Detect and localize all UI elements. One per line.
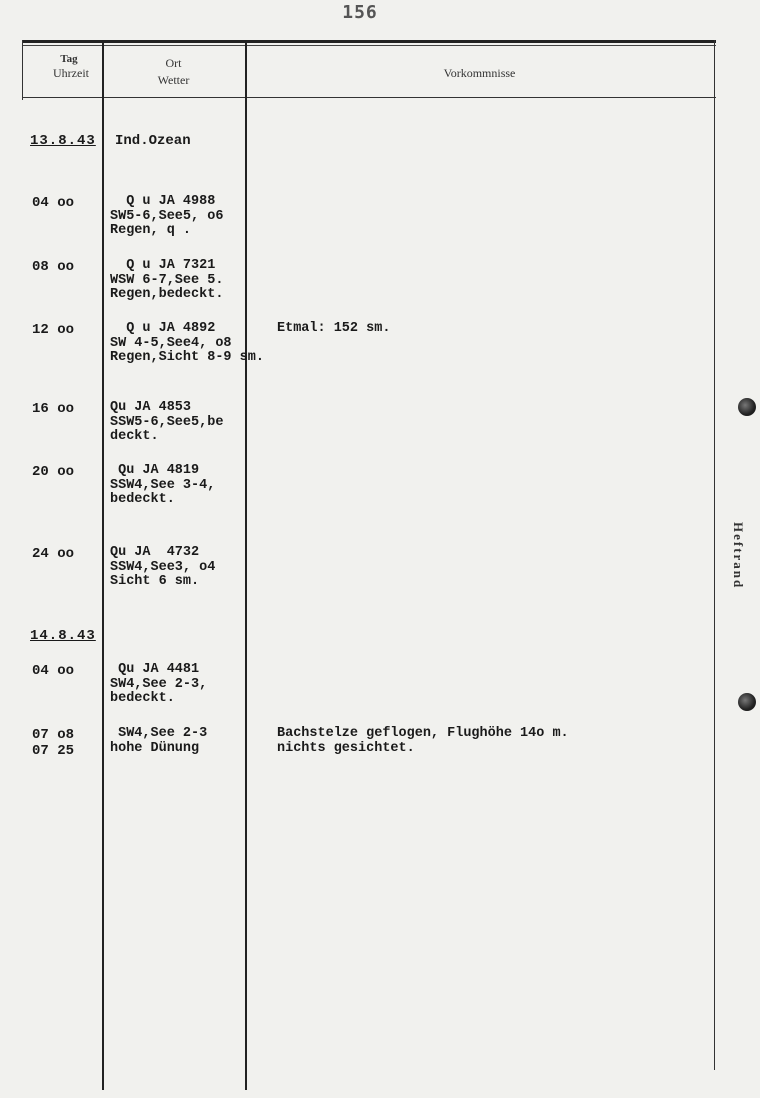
margin-label: Heftrand <box>731 522 746 590</box>
header-vorkommnisse: Vorkommnisse <box>443 66 516 80</box>
entry-weather: SW4,See 2-3 hohe Dünung <box>110 726 208 756</box>
entry-time: 04 oo <box>32 195 75 211</box>
entry-time: 12 oo <box>32 322 75 338</box>
entry-time: 07 o8 07 25 <box>32 727 75 759</box>
header-rule <box>22 97 716 98</box>
entry-time: 16 oo <box>32 401 75 417</box>
table-top-border <box>22 40 716 43</box>
day-date: 13.8.43 <box>30 133 96 149</box>
header-ort-wetter <box>102 55 245 89</box>
entry-time: 20 oo <box>32 464 75 480</box>
day-location: Ind.Ozean <box>115 133 191 149</box>
punch-hole <box>738 693 756 711</box>
entry-time: 08 oo <box>32 259 75 275</box>
header-uhrzeit: Uhrzeit <box>53 66 89 80</box>
entry-note: Bachstelze geflogen, Flughöhe 14o m. nichts gesichtet. <box>277 726 569 756</box>
header-date-time <box>22 52 102 80</box>
entry-weather: Qu JA 4481 SW4,See 2-3, bedeckt. <box>110 662 208 706</box>
entry-weather: Q u JA 7321 WSW 6-7,See 5. Regen,bedeckt. <box>110 258 224 302</box>
entry-weather: Qu JA 4853 SSW5-6,See5,be deckt. <box>110 400 224 444</box>
entry-time: 04 oo <box>32 663 75 679</box>
column-rule-right <box>714 40 715 1070</box>
page-number: 156 <box>342 2 378 23</box>
column-rule-time <box>102 40 104 1090</box>
entry-weather: Qu JA 4819 SSW4,See 3-4, bedeckt. <box>110 463 216 507</box>
entry-weather: Q u JA 4988 SW5-6,See5, o6 Regen, q . <box>110 194 224 238</box>
entry-weather: Qu JA 4732 SSW4,See3, o4 Sicht 6 sm. <box>110 545 216 589</box>
day-date: 14.8.43 <box>30 628 96 644</box>
header-ort: Ort <box>165 56 182 70</box>
header-tag: Tag <box>60 53 78 65</box>
entry-weather: Q u JA 4892 SW 4-5,See4, o8 Regen,Sicht 8-9 sm. <box>110 321 264 365</box>
header-wetter: Wetter <box>157 73 190 87</box>
table-top-border-inner <box>22 45 716 46</box>
entry-note: Etmal: 152 sm. <box>277 321 391 336</box>
punch-hole <box>738 398 756 416</box>
entry-time: 24 oo <box>32 546 75 562</box>
